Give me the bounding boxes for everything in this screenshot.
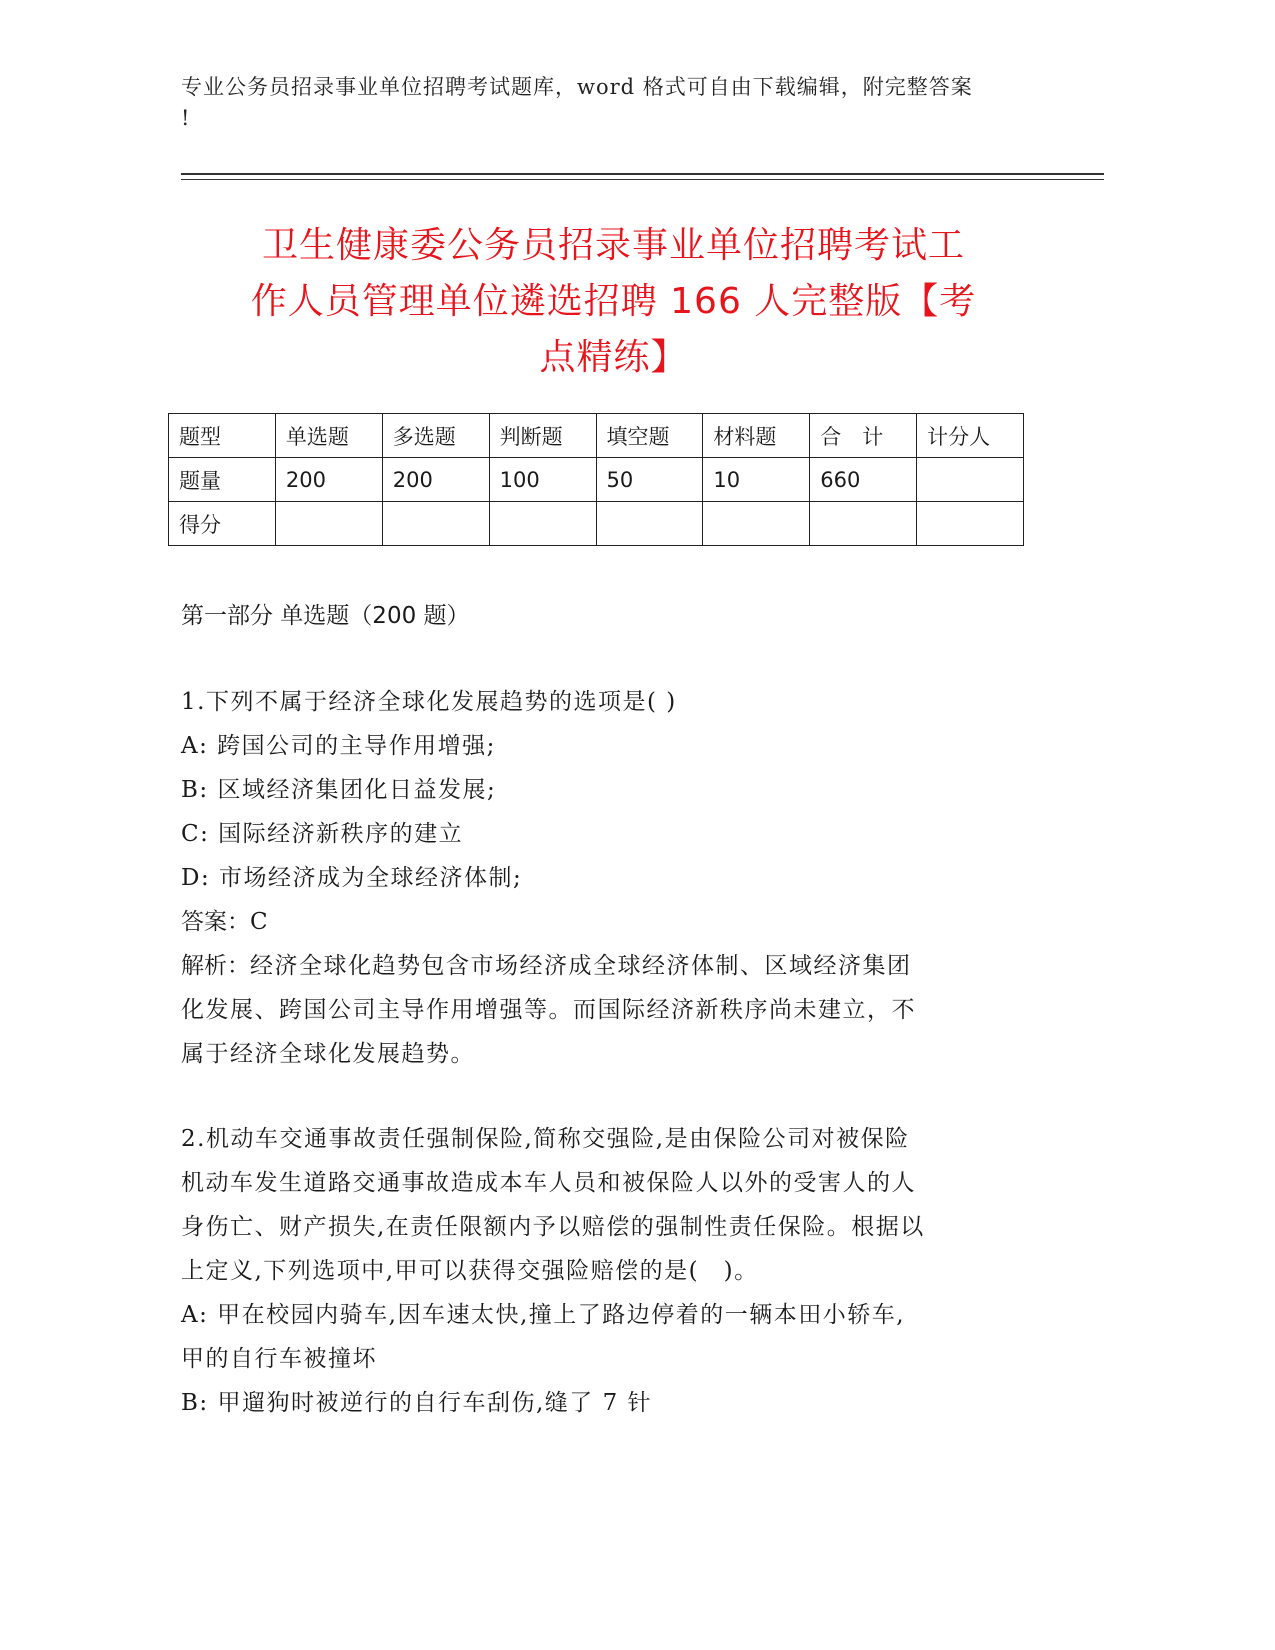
table-cell: 材料题 bbox=[703, 414, 810, 458]
table-cell: 660 bbox=[810, 458, 917, 502]
table-cell: 50 bbox=[596, 458, 703, 502]
table-row-count bbox=[169, 458, 1024, 502]
title-line-2: 作人员管理单位遴选招聘 166 人完整版【考 bbox=[250, 281, 977, 322]
table-row-score bbox=[169, 502, 1024, 546]
table-cell: 200 bbox=[275, 458, 382, 502]
page-title bbox=[181, 218, 1046, 386]
table-cell: 得分 bbox=[169, 502, 276, 546]
question-stem: 上定义,下列选项中,甲可以获得交强险赔偿的是( )。 bbox=[181, 1258, 759, 1284]
question-stem: 2.机动车交通事故责任强制保险,简称交强险,是由保险公司对被保险 bbox=[181, 1126, 910, 1152]
score-table bbox=[168, 413, 1024, 546]
table-header-row bbox=[169, 414, 1024, 458]
table-cell: 题量 bbox=[169, 458, 276, 502]
answer-line bbox=[181, 900, 1041, 944]
table-cell bbox=[917, 458, 1024, 502]
question-1 bbox=[181, 680, 1041, 1076]
table-cell bbox=[917, 502, 1024, 546]
question-2 bbox=[181, 1117, 1041, 1425]
table-cell: 计分人 bbox=[917, 414, 1024, 458]
analysis-label: 解析： bbox=[181, 953, 250, 979]
table-cell: 100 bbox=[489, 458, 596, 502]
table-cell: 200 bbox=[382, 458, 489, 502]
table-cell: 多选题 bbox=[382, 414, 489, 458]
table-cell: 10 bbox=[703, 458, 810, 502]
answer-label: 答案： bbox=[181, 909, 250, 935]
table-cell bbox=[703, 502, 810, 546]
table-cell: 合 计 bbox=[810, 414, 917, 458]
header-line: 专业公务员招录事业单位招聘考试题库，word 格式可自由下载编辑，附完整答案 bbox=[181, 75, 973, 99]
table-cell: 填空题 bbox=[596, 414, 703, 458]
answer-value: C bbox=[250, 909, 270, 935]
analysis-text: 属于经济全球化发展趋势。 bbox=[181, 1041, 475, 1067]
option-b: B: 区域经济集团化日益发展; bbox=[181, 777, 497, 803]
table-cell: 单选题 bbox=[275, 414, 382, 458]
table-cell bbox=[810, 502, 917, 546]
analysis-line bbox=[181, 944, 1041, 988]
option-b: B: 甲遛狗时被逆行的自行车刮伤,缝了 7 针 bbox=[181, 1390, 653, 1416]
table-cell bbox=[596, 502, 703, 546]
question-stem: 身伤亡、财产损失,在责任限额内予以赔偿的强制性责任保险。根据以 bbox=[181, 1214, 925, 1240]
table-cell: 题型 bbox=[169, 414, 276, 458]
analysis-text: 经济全球化趋势包含市场经济成全球经济体制、区域经济集团 bbox=[250, 953, 912, 979]
question-stem: 1.下列不属于经济全球化发展趋势的选项是( ) bbox=[181, 689, 677, 715]
header-divider-thin bbox=[181, 179, 1104, 180]
document-header bbox=[181, 72, 1041, 134]
option-a: A: 甲在校园内骑车,因车速太快,撞上了路边停着的一辆本田小轿车, bbox=[181, 1302, 906, 1328]
table-cell bbox=[489, 502, 596, 546]
table-cell: 判断题 bbox=[489, 414, 596, 458]
question-stem: 机动车发生道路交通事故造成本车人员和被保险人以外的受害人的人 bbox=[181, 1170, 916, 1196]
table-cell bbox=[382, 502, 489, 546]
header-tail: ! bbox=[181, 106, 191, 130]
table-cell bbox=[275, 502, 382, 546]
option-a-continued: 甲的自行车被撞坏 bbox=[181, 1346, 377, 1372]
title-line-3: 点精练】 bbox=[539, 337, 688, 378]
analysis-text: 化发展、跨国公司主导作用增强等。而国际经济新秩序尚未建立，不 bbox=[181, 997, 916, 1023]
header-divider-thick bbox=[181, 173, 1104, 175]
title-line-1: 卫生健康委公务员招录事业单位招聘考试工 bbox=[261, 225, 965, 266]
option-a: A: 跨国公司的主导作用增强; bbox=[181, 733, 496, 759]
section-title: 第一部分 单选题（200 题） bbox=[181, 603, 470, 629]
option-d: D: 市场经济成为全球经济体制; bbox=[181, 865, 523, 891]
option-c: C: 国际经济新秩序的建立 bbox=[181, 821, 464, 847]
